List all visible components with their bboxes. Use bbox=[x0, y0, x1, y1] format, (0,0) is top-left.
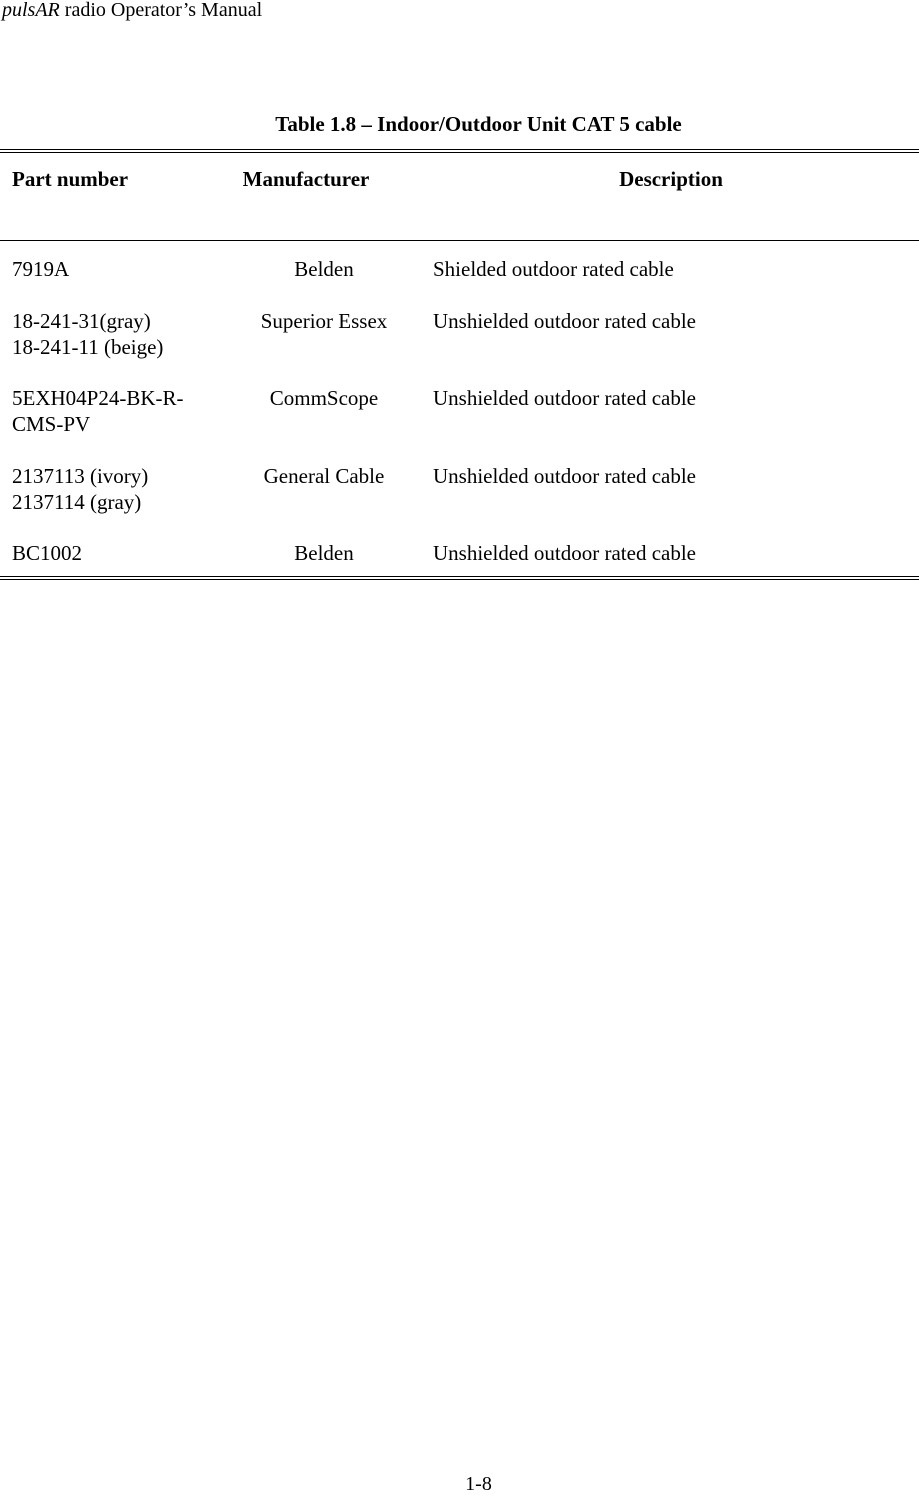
part-number-cell bbox=[12, 308, 212, 360]
description-cell: Unshielded outdoor rated cable bbox=[433, 386, 696, 410]
part-number-cell bbox=[12, 256, 212, 282]
part-number-cell bbox=[12, 463, 212, 515]
part-number: 5EXH04P24-BK-R- bbox=[12, 386, 184, 410]
part-number: BC1002 bbox=[12, 541, 83, 565]
part-number-cell bbox=[12, 540, 212, 566]
manufacturer-cell: CommScope bbox=[269, 386, 379, 410]
column-header-description: Description bbox=[619, 167, 723, 191]
running-header bbox=[2, 0, 262, 22]
description-cell: Unshielded outdoor rated cable bbox=[433, 309, 696, 333]
description-cell: Unshielded outdoor rated cable bbox=[433, 464, 696, 488]
part-number: CMS-PV bbox=[12, 412, 91, 436]
part-number: 2137114 (gray) bbox=[12, 490, 142, 514]
column-header-manufacturer: Manufacturer bbox=[242, 167, 370, 191]
description-cell: Shielded outdoor rated cable bbox=[433, 257, 674, 281]
manufacturer-cell: General Cable bbox=[263, 464, 385, 488]
header-divider-rule bbox=[0, 240, 919, 241]
description-cell: Unshielded outdoor rated cable bbox=[433, 541, 696, 565]
manual-title: radio Operator’s Manual bbox=[59, 0, 263, 21]
part-number-cell bbox=[12, 385, 212, 437]
manufacturer-cell: Belden bbox=[294, 541, 354, 565]
part-number: 18-241-31(gray) bbox=[12, 309, 151, 333]
page-number: 1-8 bbox=[465, 1473, 492, 1495]
part-number: 7919A bbox=[12, 257, 70, 281]
manufacturer-cell: Superior Essex bbox=[260, 309, 388, 333]
part-number: 18-241-11 (beige) bbox=[12, 335, 164, 359]
table-top-rule bbox=[0, 149, 919, 153]
manufacturer-cell: Belden bbox=[294, 257, 354, 281]
table-bottom-rule bbox=[0, 576, 919, 580]
part-number: 2137113 (ivory) bbox=[12, 464, 149, 488]
column-header-part-number: Part number bbox=[12, 167, 129, 191]
product-name: pulsAR bbox=[2, 0, 60, 21]
table-caption: Table 1.8 – Indoor/Outdoor Unit CAT 5 cable bbox=[275, 112, 682, 136]
